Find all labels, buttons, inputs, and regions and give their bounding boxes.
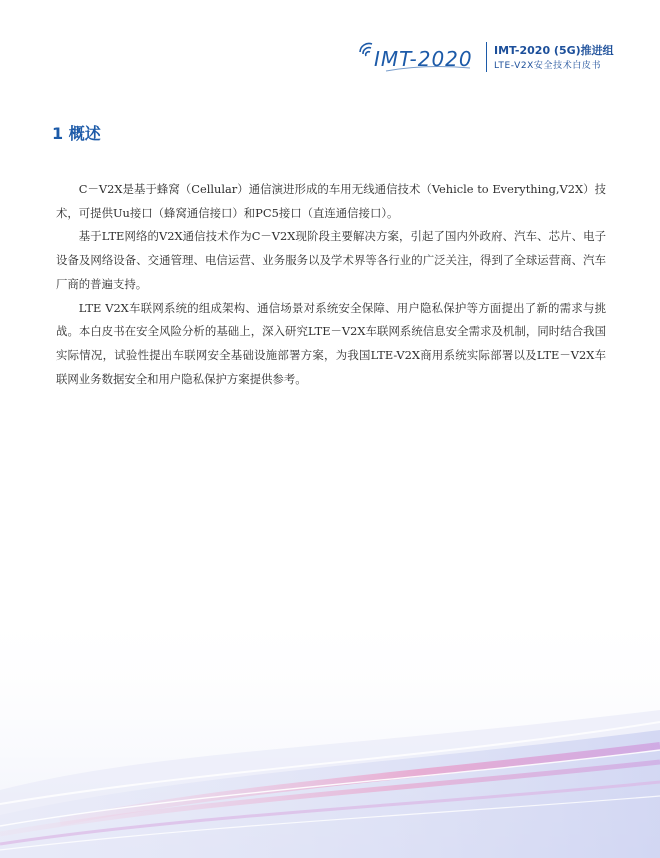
paragraph-3: LTE V2X车联网系统的组成架构、通信场景对系统安全保障、用户隐私保护等方面提出了新的需求与挑战。本白皮书在安全风险分析的基础上，深入研究LTE－V2X车联网系统信息安全需求及机制，同时结合我国实际情况，试验性提出车联网安全基础设施部署方案，为我国LTE-V2X商用系统实际部署以及LTE－V2X车联网业务数据安全和用户隐私保护方案提供参考。 — [56, 300, 606, 386]
page-header — [356, 38, 636, 78]
body-text — [56, 178, 606, 391]
header-divider — [486, 42, 487, 72]
org-name: IMT-2020 (5G)推进组 — [494, 44, 614, 57]
logo-text: IMT-2020 — [374, 47, 473, 71]
section-heading: 1 概述 — [52, 124, 101, 143]
paragraph-1: C－V2X是基于蜂窝（Cellular）通信演进形成的车用无线通信技术（Vehicle to Everything,V2X）技术，可提供Uu接口（蜂窝通信接口）和PC5接口（直连通信接口）。 — [56, 182, 606, 220]
decorative-waves — [0, 600, 660, 858]
document-title: LTE-V2X安全技术白皮书 — [494, 61, 602, 71]
imt2020-logo — [356, 38, 478, 78]
paragraph-2: 基于LTE网络的V2X通信技术作为C－V2X现阶段主要解决方案，引起了国内外政府、汽车、芯片、电子设备及网络设备、交通管理、电信运营、业务服务以及学术界等各行业的广泛关注，得到了全球运营商、汽车厂商的普遍支持。 — [56, 229, 606, 291]
